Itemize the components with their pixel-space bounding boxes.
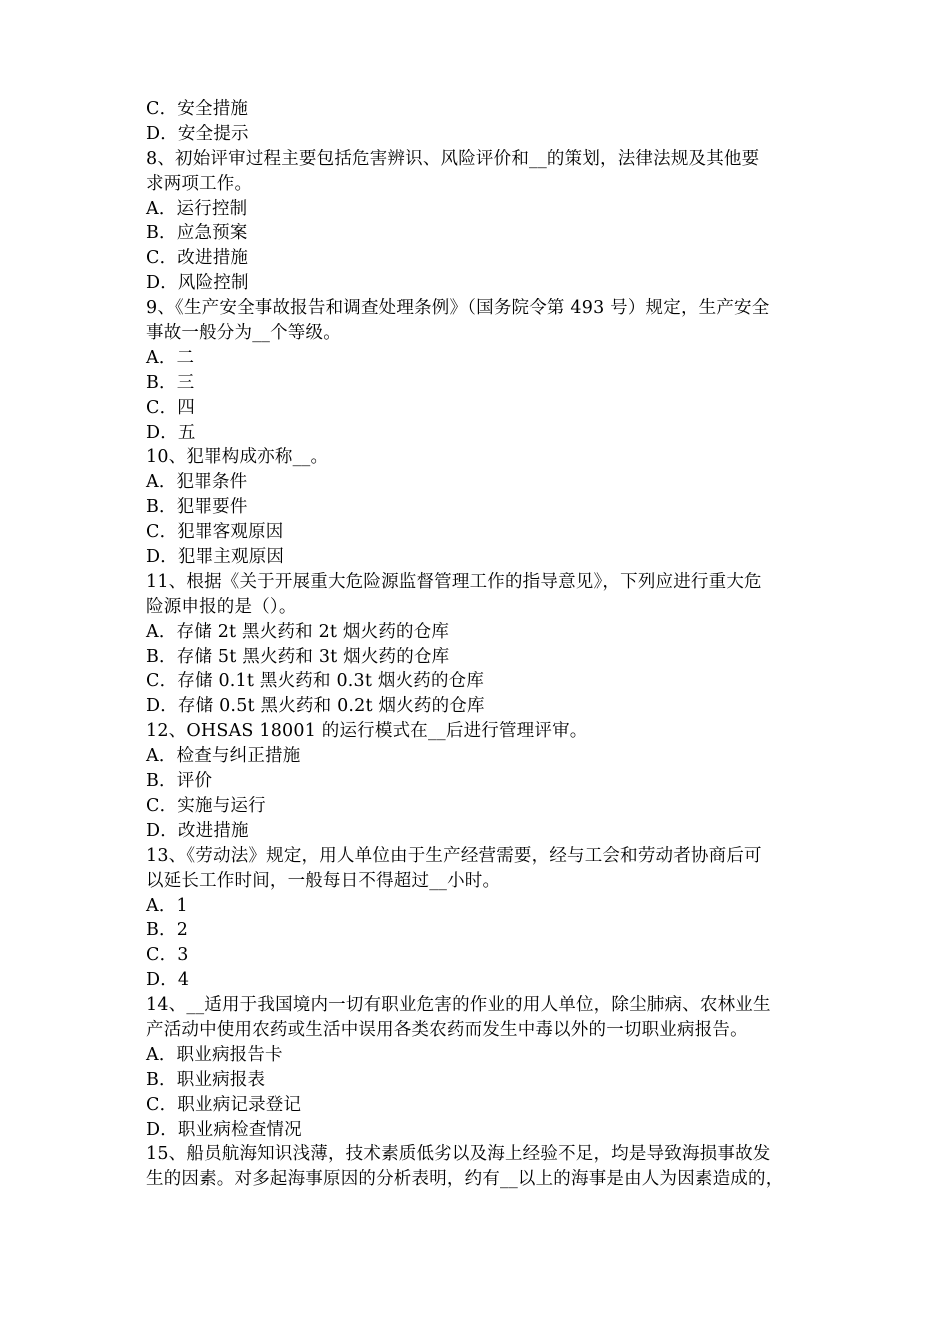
answer-option: A．犯罪条件 (146, 472, 248, 493)
answer-option: A．检查与纠正措施 (146, 746, 301, 767)
question-text-line: 求两项工作。 (146, 173, 253, 194)
answer-option: C．3 (146, 945, 189, 966)
answer-option: B．评价 (146, 771, 213, 792)
answer-option: D．安全提示 (146, 123, 249, 144)
answer-option: B．三 (146, 372, 195, 393)
answer-option: B．存储 5t 黑火药和 3t 烟火药的仓库 (146, 646, 450, 667)
question-text-line: 8、初始评审过程主要包括危害辨识、风险评价和__的策划，法律法规及其他要 (146, 148, 760, 169)
question-text-line: 产活动中使用农药或生活中误用各类农药而发生中毒以外的一切职业病报告。 (146, 1019, 748, 1040)
answer-option: C．四 (146, 397, 195, 418)
question-text-line: 14、__适用于我国境内一切有职业危害的作业的用人单位，除尘肺病、农林业生 (146, 995, 771, 1016)
answer-option: A．职业病报告卡 (146, 1044, 283, 1065)
answer-option: A．存储 2t 黑火药和 2t 烟火药的仓库 (146, 621, 450, 642)
answer-option: D．犯罪主观原因 (146, 547, 285, 568)
answer-option: A．1 (146, 895, 188, 916)
answer-option: C．实施与运行 (146, 795, 266, 816)
answer-option: A．运行控制 (146, 198, 248, 219)
answer-option: B．犯罪要件 (146, 497, 248, 518)
question-text-line: 12、OHSAS 18001 的运行模式在__后进行管理评审。 (146, 721, 588, 742)
question-text-line: 生的因素。对多起海事原因的分析表明，约有__以上的海事是由人为因素造成的， (146, 1169, 784, 1190)
question-text-line: 11、根据《关于开展重大危险源监督管理工作的指导意见》，下列应进行重大危 (146, 571, 762, 592)
answer-option: C．职业病记录登记 (146, 1094, 302, 1115)
answer-option: C．存储 0.1t 黑火药和 0.3t 烟火药的仓库 (146, 671, 485, 692)
answer-option: C．改进措施 (146, 248, 249, 269)
answer-option: D．五 (146, 422, 196, 443)
answer-option: C．安全措施 (146, 99, 249, 119)
answer-option: B．2 (146, 920, 189, 941)
question-text-line: 以延长工作时间，一般每日不得超过__小时。 (146, 870, 501, 891)
answer-option: D．存储 0.5t 黑火药和 0.2t 烟火药的仓库 (146, 696, 485, 717)
question-text-line: 10、犯罪构成亦称__。 (146, 447, 329, 468)
question-text-line: 15、船员航海知识浅薄，技术素质低劣以及海上经验不足，均是导致海损事故发 (146, 1144, 771, 1165)
question-text-line: 13、《劳动法》规定，用人单位由于生产经营需要，经与工会和劳动者协商后可 (146, 845, 762, 866)
answer-option: B．职业病报表 (146, 1069, 266, 1090)
question-text-line: 事故一般分为__个等级。 (146, 323, 341, 344)
question-text-line: 险源申报的是（）。 (146, 596, 297, 617)
answer-option: D．风险控制 (146, 273, 249, 294)
answer-option: A．二 (146, 347, 195, 368)
document-body (146, 97, 810, 1192)
answer-option: B．应急预案 (146, 223, 248, 244)
answer-option: D．4 (146, 970, 190, 991)
answer-option: C．犯罪客观原因 (146, 522, 284, 543)
question-text-line: 9、《生产安全事故报告和调查处理条例》（国务院令第 493 号）规定，生产安全 (146, 298, 770, 319)
answer-option: D．改进措施 (146, 820, 249, 841)
answer-option: D．职业病检查情况 (146, 1119, 302, 1140)
